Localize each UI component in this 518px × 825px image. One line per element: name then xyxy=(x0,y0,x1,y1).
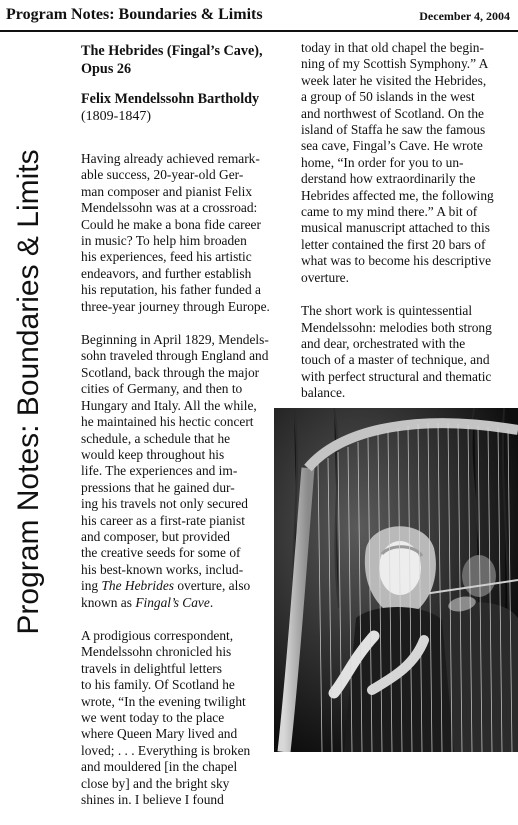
paragraph-2-end: . xyxy=(209,594,214,610)
article-column-left xyxy=(81,40,281,825)
header-date: December 4, 2004 xyxy=(419,9,510,23)
paragraph-3: A prodigious correspondent, Mendelssohn chronicled his travels in delightful letters to his family. Of Scotland he wrote, “In the evening twilight we went today to the place where Queen Mary lived and loved; . . . Everything is broken and mouldered [in the chapel close by] and the bright sky shines in. I believe I found xyxy=(81,627,251,808)
piece-title: The Hebrides (Fingal’s Cave), Opus 26 xyxy=(81,43,263,77)
sidebar xyxy=(0,40,58,745)
paragraph-4: today in that old chapel the begin- ning of my Scottish Symphony.” A week later he visited the Hebrides, a group of 50 islands in the west and northwest of Scotland. On the island of Staffa he saw the famous sea cave, Fingal’s Cave. He wrote home, “In order for you to un- derstand how extraordinarily the Hebrides affected me, the following came to my mind there.” A bit of musical manuscript attached to this letter contained the first 20 bars of what was to become his descriptive overture. xyxy=(301,40,494,285)
composer-dates: (1809-1847) xyxy=(81,109,151,124)
paragraph-2-mid: overture, also known as xyxy=(81,578,251,610)
paragraph-5: The short work is quintessential Mendelssohn: melodies both strong and dear, orchestrated with the touch of a master of technique, and with perfect structural and thematic balance. xyxy=(301,303,492,401)
work-title-fingals-cave: Fingal’s Cave xyxy=(135,594,210,610)
composer-name: Felix Mendelssohn Bartholdy xyxy=(81,91,260,107)
page-header xyxy=(0,0,518,32)
paragraph-1: Having already achieved remark- able success, 20-year-old Ger- man composer and pianist Felix Mendelssohn was at a crossroad: Could he make a bona fide career in music? To help him broaden his experiences, feed his artistic endeavors, and further establish his reputation, his father funded a three-year journey through Europe. xyxy=(81,151,270,314)
sidebar-vertical-title: Program Notes: Boundaries & Limits xyxy=(12,149,45,635)
harpist-photo-drawing xyxy=(274,408,518,752)
article-column-right xyxy=(301,40,515,419)
paragraph-2 xyxy=(81,332,281,611)
paragraph-2-text: Beginning in April 1829, Mendels- sohn traveled through England and Scotland, back through the major cities of Germany, and then to Hungary and Italy. All the while, he maintained his hectic concert schedule, a schedule that he would keep throughout his life. The experiences and im- pressions that he gained dur- ing his travels not only secured his career as a first-rate pianist and composer, but provided the creative seeds for some of his best-known works, includ- ing xyxy=(81,332,269,594)
work-title-hebrides: The Hebrides xyxy=(101,578,174,594)
header-title: Program Notes: Boundaries & Limits xyxy=(6,6,263,23)
harpist-photo xyxy=(274,408,518,752)
